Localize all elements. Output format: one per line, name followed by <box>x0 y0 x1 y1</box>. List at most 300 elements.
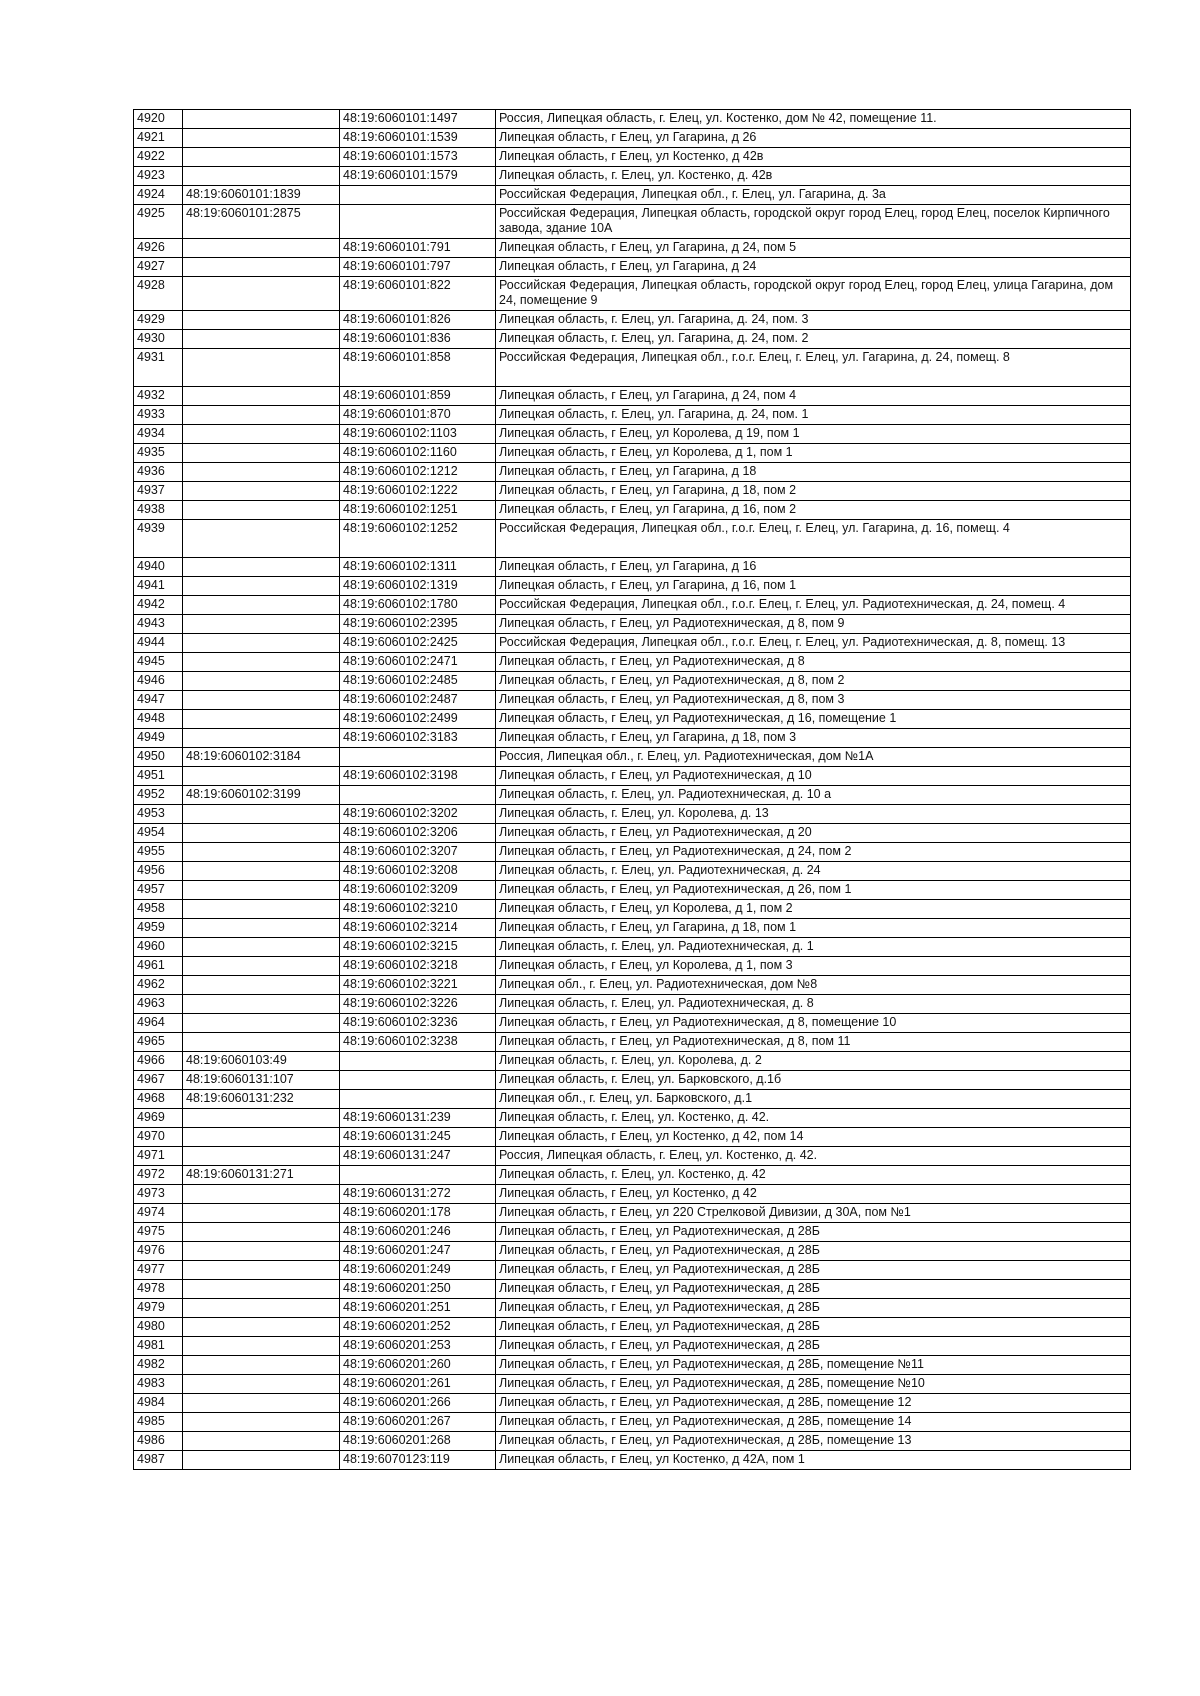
cadastral-number-cell <box>183 919 340 938</box>
address-cell: Россия, Липецкая область, г. Елец, ул. Костенко, д. 42. <box>496 1147 1131 1166</box>
row-number-cell: 4979 <box>134 1299 183 1318</box>
cadastral-number-cell <box>183 976 340 995</box>
cadastral-number-2-cell: 48:19:6060102:3202 <box>340 805 496 824</box>
row-number-cell: 4924 <box>134 186 183 205</box>
table-row <box>134 1052 1131 1071</box>
cadastral-number-2-cell: 48:19:6060201:252 <box>340 1318 496 1337</box>
row-number-cell: 4960 <box>134 938 183 957</box>
cadastral-number-cell: 48:19:6060101:2875 <box>183 205 340 239</box>
address-cell: Липецкая область, г. Елец, ул. Гагарина, д. 24, пом. 1 <box>496 406 1131 425</box>
cadastral-number-cell <box>183 110 340 129</box>
row-number-cell: 4982 <box>134 1356 183 1375</box>
row-number-cell: 4936 <box>134 463 183 482</box>
row-number-cell: 4970 <box>134 1128 183 1147</box>
row-number-cell: 4987 <box>134 1451 183 1470</box>
address-cell: Липецкая область, г Елец, ул Костенко, д 42в <box>496 148 1131 167</box>
table-row <box>134 691 1131 710</box>
row-number-cell: 4932 <box>134 387 183 406</box>
cadastral-number-2-cell: 48:19:6060101:822 <box>340 277 496 311</box>
cadastral-number-2-cell: 48:19:6060131:245 <box>340 1128 496 1147</box>
table-row <box>134 615 1131 634</box>
cadastral-number-cell <box>183 129 340 148</box>
cadastral-number-2-cell <box>340 1166 496 1185</box>
row-number-cell: 4958 <box>134 900 183 919</box>
cadastral-number-2-cell: 48:19:6060201:268 <box>340 1432 496 1451</box>
row-number-cell: 4940 <box>134 558 183 577</box>
row-number-cell: 4971 <box>134 1147 183 1166</box>
row-number-cell: 4920 <box>134 110 183 129</box>
address-cell: Российская Федерация, Липецкая область, городской округ город Елец, город Елец, поселок Кирпичного завода, здание 10А <box>496 205 1131 239</box>
cadastral-number-cell <box>183 258 340 277</box>
row-number-cell: 4974 <box>134 1204 183 1223</box>
cadastral-number-2-cell: 48:19:6060102:1160 <box>340 444 496 463</box>
cadastral-number-2-cell <box>340 786 496 805</box>
address-cell: Липецкая область, г Елец, ул Гагарина, д 18, пом 3 <box>496 729 1131 748</box>
table-row <box>134 653 1131 672</box>
row-number-cell: 4944 <box>134 634 183 653</box>
cadastral-number-cell <box>183 938 340 957</box>
row-number-cell: 4976 <box>134 1242 183 1261</box>
cadastral-number-cell <box>183 1413 340 1432</box>
table-row <box>134 330 1131 349</box>
address-cell: Липецкая область, г Елец, ул Костенко, д 42 <box>496 1185 1131 1204</box>
table-row <box>134 1204 1131 1223</box>
row-number-cell: 4947 <box>134 691 183 710</box>
address-cell: Липецкая область, г Елец, ул Радиотехническая, д 28Б <box>496 1242 1131 1261</box>
table-row <box>134 1280 1131 1299</box>
cadastral-number-cell <box>183 881 340 900</box>
table-row <box>134 387 1131 406</box>
address-cell: Липецкая область, г Елец, ул Гагарина, д 16 <box>496 558 1131 577</box>
cadastral-number-cell <box>183 406 340 425</box>
table-row <box>134 881 1131 900</box>
cadastral-number-2-cell: 48:19:6060101:1539 <box>340 129 496 148</box>
address-cell: Россия, Липецкая обл., г. Елец, ул. Радиотехническая, дом №1А <box>496 748 1131 767</box>
address-cell: Липецкая обл., г. Елец, ул. Барковского, д.1 <box>496 1090 1131 1109</box>
cadastral-number-cell <box>183 1337 340 1356</box>
row-number-cell: 4968 <box>134 1090 183 1109</box>
table-row <box>134 634 1131 653</box>
table-row <box>134 311 1131 330</box>
row-number-cell: 4921 <box>134 129 183 148</box>
address-cell: Липецкая область, г Елец, ул Гагарина, д 24, пом 5 <box>496 239 1131 258</box>
address-cell: Российская Федерация, Липецкая обл., г.о.г. Елец, г. Елец, ул. Гагарина, д. 24, помещ. 8 <box>496 349 1131 387</box>
cadastral-number-2-cell: 48:19:6060201:178 <box>340 1204 496 1223</box>
cadastral-number-2-cell: 48:19:6060101:858 <box>340 349 496 387</box>
table-row <box>134 976 1131 995</box>
row-number-cell: 4957 <box>134 881 183 900</box>
cadastral-number-cell <box>183 805 340 824</box>
cadastral-number-2-cell: 48:19:6060131:272 <box>340 1185 496 1204</box>
address-cell: Липецкая область, г Елец, ул Радиотехническая, д 16, помещение 1 <box>496 710 1131 729</box>
cadastral-number-cell <box>183 520 340 558</box>
address-cell: Липецкая область, г Елец, ул Радиотехническая, д 28Б <box>496 1318 1131 1337</box>
address-cell: Липецкая область, г. Елец, ул. Барковского, д.1б <box>496 1071 1131 1090</box>
cadastral-number-cell <box>183 1261 340 1280</box>
table-row <box>134 1375 1131 1394</box>
row-number-cell: 4939 <box>134 520 183 558</box>
cadastral-number-cell <box>183 1185 340 1204</box>
address-cell: Липецкая область, г Елец, ул Радиотехническая, д 20 <box>496 824 1131 843</box>
cadastral-number-cell <box>183 330 340 349</box>
address-cell: Липецкая область, г Елец, ул Гагарина, д 18, пом 1 <box>496 919 1131 938</box>
row-number-cell: 4929 <box>134 311 183 330</box>
cadastral-number-cell <box>183 862 340 881</box>
address-cell: Липецкая обл., г. Елец, ул. Радиотехническая, дом №8 <box>496 976 1131 995</box>
row-number-cell: 4938 <box>134 501 183 520</box>
cadastral-number-2-cell: 48:19:6060102:1319 <box>340 577 496 596</box>
cadastral-number-2-cell: 48:19:6060131:239 <box>340 1109 496 1128</box>
address-cell: Липецкая область, г Елец, ул Королева, д 19, пом 1 <box>496 425 1131 444</box>
cadastral-number-2-cell: 48:19:6060101:1579 <box>340 167 496 186</box>
row-number-cell: 4923 <box>134 167 183 186</box>
row-number-cell: 4953 <box>134 805 183 824</box>
table-row <box>134 748 1131 767</box>
row-number-cell: 4962 <box>134 976 183 995</box>
address-cell: Липецкая область, г Елец, ул Радиотехническая, д 28Б <box>496 1261 1131 1280</box>
table-row <box>134 520 1131 558</box>
row-number-cell: 4949 <box>134 729 183 748</box>
row-number-cell: 4977 <box>134 1261 183 1280</box>
address-cell: Липецкая область, г Елец, ул Гагарина, д 18, пом 2 <box>496 482 1131 501</box>
cadastral-number-cell <box>183 501 340 520</box>
table-row <box>134 186 1131 205</box>
table-row <box>134 1014 1131 1033</box>
cadastral-number-2-cell <box>340 1071 496 1090</box>
cadastral-number-2-cell: 48:19:6060101:826 <box>340 311 496 330</box>
address-cell: Липецкая область, г. Елец, ул. Костенко, д. 42в <box>496 167 1131 186</box>
table-row <box>134 205 1131 239</box>
address-cell: Россия, Липецкая область, г. Елец, ул. Костенко, дом № 42, помещение 11. <box>496 110 1131 129</box>
cadastral-number-cell <box>183 387 340 406</box>
cadastral-number-cell <box>183 577 340 596</box>
row-number-cell: 4978 <box>134 1280 183 1299</box>
address-cell: Липецкая область, г Елец, ул Радиотехническая, д 26, пом 1 <box>496 881 1131 900</box>
cadastral-number-cell <box>183 995 340 1014</box>
cadastral-number-cell <box>183 311 340 330</box>
address-cell: Липецкая область, г Елец, ул Радиотехническая, д 28Б, помещение №10 <box>496 1375 1131 1394</box>
address-cell: Липецкая область, г. Елец, ул. Костенко, д. 42. <box>496 1109 1131 1128</box>
table-row <box>134 1033 1131 1052</box>
table-row <box>134 1261 1131 1280</box>
cadastral-number-2-cell: 48:19:6060102:3214 <box>340 919 496 938</box>
cadastral-number-cell <box>183 1014 340 1033</box>
table-row <box>134 239 1131 258</box>
row-number-cell: 4930 <box>134 330 183 349</box>
table-row <box>134 710 1131 729</box>
cadastral-number-2-cell: 48:19:6060101:1573 <box>340 148 496 167</box>
address-cell: Липецкая область, г Елец, ул Радиотехническая, д 28Б, помещение 12 <box>496 1394 1131 1413</box>
cadastral-number-cell <box>183 482 340 501</box>
cadastral-number-cell <box>183 843 340 862</box>
cadastral-number-2-cell: 48:19:6060102:1212 <box>340 463 496 482</box>
table-row <box>134 167 1131 186</box>
address-cell: Липецкая область, г Елец, ул Гагарина, д 24, пом 4 <box>496 387 1131 406</box>
row-number-cell: 4986 <box>134 1432 183 1451</box>
table-row <box>134 672 1131 691</box>
row-number-cell: 4934 <box>134 425 183 444</box>
cadastral-number-2-cell: 48:19:6060201:246 <box>340 1223 496 1242</box>
cadastral-number-cell <box>183 824 340 843</box>
address-cell: Липецкая область, г. Елец, ул. Радиотехническая, д. 10 а <box>496 786 1131 805</box>
cadastral-number-2-cell: 48:19:6060102:3215 <box>340 938 496 957</box>
row-number-cell: 4933 <box>134 406 183 425</box>
cadastral-number-2-cell: 48:19:6060201:251 <box>340 1299 496 1318</box>
table-row <box>134 1432 1131 1451</box>
cadastral-number-cell <box>183 1394 340 1413</box>
table-row <box>134 1451 1131 1470</box>
cadastral-number-2-cell: 48:19:6060102:1222 <box>340 482 496 501</box>
address-cell: Липецкая область, г. Елец, ул. Радиотехническая, д. 24 <box>496 862 1131 881</box>
address-cell: Липецкая область, г Елец, ул Гагарина, д 26 <box>496 129 1131 148</box>
row-number-cell: 4943 <box>134 615 183 634</box>
address-cell: Липецкая область, г Елец, ул Радиотехническая, д 28Б <box>496 1299 1131 1318</box>
table-row <box>134 1147 1131 1166</box>
cadastral-number-cell <box>183 900 340 919</box>
address-cell: Российская Федерация, Липецкая обл., г.о.г. Елец, г. Елец, ул. Радиотехническая, д. 24, помещ. 4 <box>496 596 1131 615</box>
table-row <box>134 786 1131 805</box>
table-row <box>134 258 1131 277</box>
cadastral-number-cell <box>183 239 340 258</box>
cadastral-number-2-cell: 48:19:6060102:2425 <box>340 634 496 653</box>
address-cell: Липецкая область, г Елец, ул Королева, д 1, пом 2 <box>496 900 1131 919</box>
address-cell: Липецкая область, г Елец, ул Радиотехническая, д 8, пом 2 <box>496 672 1131 691</box>
table-row <box>134 558 1131 577</box>
row-number-cell: 4961 <box>134 957 183 976</box>
address-cell: Липецкая область, г Елец, ул Радиотехническая, д 8, пом 3 <box>496 691 1131 710</box>
table-row <box>134 349 1131 387</box>
table-row <box>134 463 1131 482</box>
cadastral-number-cell <box>183 957 340 976</box>
cadastral-number-2-cell: 48:19:6060102:1311 <box>340 558 496 577</box>
cadastral-number-cell <box>183 653 340 672</box>
cadastral-number-2-cell <box>340 1052 496 1071</box>
cadastral-number-cell <box>183 167 340 186</box>
address-cell: Липецкая область, г Елец, ул Королева, д 1, пом 1 <box>496 444 1131 463</box>
address-cell: Липецкая область, г Елец, ул Радиотехническая, д 28Б, помещение 13 <box>496 1432 1131 1451</box>
table-row <box>134 995 1131 1014</box>
table-row <box>134 1337 1131 1356</box>
table-row <box>134 1071 1131 1090</box>
cadastral-number-cell: 48:19:6060131:107 <box>183 1071 340 1090</box>
cadastral-number-2-cell <box>340 1090 496 1109</box>
address-cell: Липецкая область, г. Елец, ул. Королева, д. 13 <box>496 805 1131 824</box>
address-cell: Липецкая область, г Елец, ул Костенко, д 42, пом 14 <box>496 1128 1131 1147</box>
row-number-cell: 4955 <box>134 843 183 862</box>
row-number-cell: 4964 <box>134 1014 183 1033</box>
row-number-cell: 4963 <box>134 995 183 1014</box>
address-cell: Липецкая область, г. Елец, ул. Радиотехническая, д. 1 <box>496 938 1131 957</box>
cadastral-number-cell <box>183 1299 340 1318</box>
row-number-cell: 4946 <box>134 672 183 691</box>
cadastral-number-cell: 48:19:6060131:271 <box>183 1166 340 1185</box>
table-row <box>134 729 1131 748</box>
address-cell: Липецкая область, г Елец, ул Гагарина, д 18 <box>496 463 1131 482</box>
address-cell: Липецкая область, г. Елец, ул. Гагарина, д. 24, пом. 2 <box>496 330 1131 349</box>
address-cell: Липецкая область, г Елец, ул Радиотехническая, д 8, помещение 10 <box>496 1014 1131 1033</box>
cadastral-number-cell <box>183 767 340 786</box>
row-number-cell: 4980 <box>134 1318 183 1337</box>
cadastral-number-2-cell: 48:19:6060102:2471 <box>340 653 496 672</box>
row-number-cell: 4945 <box>134 653 183 672</box>
cadastral-number-2-cell: 48:19:6060201:260 <box>340 1356 496 1375</box>
address-cell: Липецкая область, г Елец, ул Радиотехническая, д 28Б <box>496 1223 1131 1242</box>
address-cell: Липецкая область, г Елец, ул Радиотехническая, д 8 <box>496 653 1131 672</box>
cadastral-number-cell <box>183 1280 340 1299</box>
address-cell: Липецкая область, г Елец, ул Гагарина, д 16, пом 2 <box>496 501 1131 520</box>
cadastral-number-2-cell: 48:19:6060102:3210 <box>340 900 496 919</box>
cadastral-number-2-cell: 48:19:6060201:250 <box>340 1280 496 1299</box>
cadastral-number-cell: 48:19:6060102:3199 <box>183 786 340 805</box>
address-cell: Липецкая область, г. Елец, ул. Гагарина, д. 24, пом. 3 <box>496 311 1131 330</box>
cadastral-number-cell <box>183 615 340 634</box>
row-number-cell: 4985 <box>134 1413 183 1432</box>
table-row <box>134 919 1131 938</box>
table-row <box>134 148 1131 167</box>
cadastral-number-cell <box>183 691 340 710</box>
cadastral-number-2-cell: 48:19:6060102:3226 <box>340 995 496 1014</box>
address-cell: Российская Федерация, Липецкая обл., г.о.г. Елец, г. Елец, ул. Радиотехническая, д. 8, помещ. 13 <box>496 634 1131 653</box>
cadastral-number-2-cell: 48:19:6060102:3236 <box>340 1014 496 1033</box>
row-number-cell: 4948 <box>134 710 183 729</box>
row-number-cell: 4950 <box>134 748 183 767</box>
cadastral-number-cell <box>183 1204 340 1223</box>
cadastral-number-cell <box>183 1375 340 1394</box>
cadastral-number-2-cell <box>340 748 496 767</box>
cadastral-number-2-cell: 48:19:6060102:3238 <box>340 1033 496 1052</box>
cadastral-number-2-cell: 48:19:6060102:3208 <box>340 862 496 881</box>
row-number-cell: 4981 <box>134 1337 183 1356</box>
row-number-cell: 4973 <box>134 1185 183 1204</box>
cadastral-number-2-cell: 48:19:6060102:1780 <box>340 596 496 615</box>
row-number-cell: 4926 <box>134 239 183 258</box>
cadastral-number-cell <box>183 596 340 615</box>
cadastral-number-cell <box>183 1033 340 1052</box>
table-row <box>134 1109 1131 1128</box>
cadastral-number-2-cell: 48:19:6060102:3183 <box>340 729 496 748</box>
cadastral-number-2-cell: 48:19:6060102:1103 <box>340 425 496 444</box>
table-row <box>134 577 1131 596</box>
address-cell: Липецкая область, г. Елец, ул. Радиотехническая, д. 8 <box>496 995 1131 1014</box>
table-row <box>134 501 1131 520</box>
table-row <box>134 957 1131 976</box>
row-number-cell: 4927 <box>134 258 183 277</box>
address-cell: Российская Федерация, Липецкая область, городской округ город Елец, город Елец, улица Гагарина, дом 24, помещение 9 <box>496 277 1131 311</box>
address-cell: Липецкая область, г Елец, ул Радиотехническая, д 8, пом 9 <box>496 615 1131 634</box>
cadastral-number-cell: 48:19:6060103:49 <box>183 1052 340 1071</box>
cadastral-number-cell <box>183 1109 340 1128</box>
row-number-cell: 4965 <box>134 1033 183 1052</box>
row-number-cell: 4966 <box>134 1052 183 1071</box>
table-row <box>134 1128 1131 1147</box>
table-row <box>134 406 1131 425</box>
address-cell: Липецкая область, г Елец, ул Королева, д 1, пом 3 <box>496 957 1131 976</box>
row-number-cell: 4983 <box>134 1375 183 1394</box>
table-row <box>134 824 1131 843</box>
cadastral-number-cell <box>183 148 340 167</box>
cadastral-number-2-cell: 48:19:6060102:3221 <box>340 976 496 995</box>
table-row <box>134 1394 1131 1413</box>
table-row <box>134 1356 1131 1375</box>
cadastral-number-cell <box>183 1147 340 1166</box>
cadastral-number-2-cell: 48:19:6060201:267 <box>340 1413 496 1432</box>
cadastral-number-2-cell: 48:19:6070123:119 <box>340 1451 496 1470</box>
table-row <box>134 1166 1131 1185</box>
cadastral-number-2-cell: 48:19:6060102:1251 <box>340 501 496 520</box>
cadastral-number-2-cell: 48:19:6060102:3198 <box>340 767 496 786</box>
row-number-cell: 4954 <box>134 824 183 843</box>
cadastral-number-2-cell: 48:19:6060101:836 <box>340 330 496 349</box>
registry-table <box>133 109 1131 1470</box>
cadastral-number-2-cell: 48:19:6060101:870 <box>340 406 496 425</box>
cadastral-number-cell <box>183 1242 340 1261</box>
row-number-cell: 4956 <box>134 862 183 881</box>
cadastral-number-cell <box>183 349 340 387</box>
row-number-cell: 4941 <box>134 577 183 596</box>
cadastral-number-cell <box>183 1223 340 1242</box>
cadastral-number-2-cell: 48:19:6060101:797 <box>340 258 496 277</box>
cadastral-number-cell <box>183 1128 340 1147</box>
cadastral-number-cell <box>183 277 340 311</box>
cadastral-number-2-cell: 48:19:6060102:2487 <box>340 691 496 710</box>
row-number-cell: 4975 <box>134 1223 183 1242</box>
address-cell: Липецкая область, г. Елец, ул. Королева, д. 2 <box>496 1052 1131 1071</box>
table-row <box>134 425 1131 444</box>
cadastral-number-2-cell: 48:19:6060102:2499 <box>340 710 496 729</box>
row-number-cell: 4959 <box>134 919 183 938</box>
table-row <box>134 1299 1131 1318</box>
address-cell: Российская Федерация, Липецкая обл., г.о.г. Елец, г. Елец, ул. Гагарина, д. 16, помещ. 4 <box>496 520 1131 558</box>
table-row <box>134 129 1131 148</box>
cadastral-number-2-cell <box>340 205 496 239</box>
table-row <box>134 938 1131 957</box>
table-row <box>134 1318 1131 1337</box>
cadastral-number-2-cell: 48:19:6060102:1252 <box>340 520 496 558</box>
cadastral-number-2-cell: 48:19:6060102:3209 <box>340 881 496 900</box>
table-row <box>134 843 1131 862</box>
cadastral-number-2-cell: 48:19:6060102:3207 <box>340 843 496 862</box>
table-row <box>134 596 1131 615</box>
row-number-cell: 4969 <box>134 1109 183 1128</box>
row-number-cell: 4931 <box>134 349 183 387</box>
cadastral-number-cell: 48:19:6060101:1839 <box>183 186 340 205</box>
table-row <box>134 1185 1131 1204</box>
cadastral-number-cell <box>183 425 340 444</box>
cadastral-number-cell <box>183 1432 340 1451</box>
address-cell: Липецкая область, г Елец, ул Радиотехническая, д 28Б, помещение 14 <box>496 1413 1131 1432</box>
cadastral-number-cell <box>183 1318 340 1337</box>
table-row <box>134 767 1131 786</box>
cadastral-number-cell <box>183 710 340 729</box>
cadastral-number-2-cell: 48:19:6060201:249 <box>340 1261 496 1280</box>
row-number-cell: 4984 <box>134 1394 183 1413</box>
cadastral-number-2-cell: 48:19:6060131:247 <box>340 1147 496 1166</box>
address-cell: Липецкая область, г Елец, ул Радиотехническая, д 28Б, помещение №11 <box>496 1356 1131 1375</box>
cadastral-number-cell <box>183 1451 340 1470</box>
cadastral-number-2-cell: 48:19:6060201:261 <box>340 1375 496 1394</box>
row-number-cell: 4922 <box>134 148 183 167</box>
cadastral-number-cell <box>183 729 340 748</box>
row-number-cell: 4937 <box>134 482 183 501</box>
cadastral-number-2-cell: 48:19:6060201:266 <box>340 1394 496 1413</box>
address-cell: Липецкая область, г Елец, ул Радиотехническая, д 8, пом 11 <box>496 1033 1131 1052</box>
row-number-cell: 4925 <box>134 205 183 239</box>
table-row <box>134 1090 1131 1109</box>
cadastral-number-2-cell: 48:19:6060102:2395 <box>340 615 496 634</box>
table-row <box>134 900 1131 919</box>
address-cell: Липецкая область, г Елец, ул Гагарина, д 16, пом 1 <box>496 577 1131 596</box>
cadastral-number-cell: 48:19:6060131:232 <box>183 1090 340 1109</box>
